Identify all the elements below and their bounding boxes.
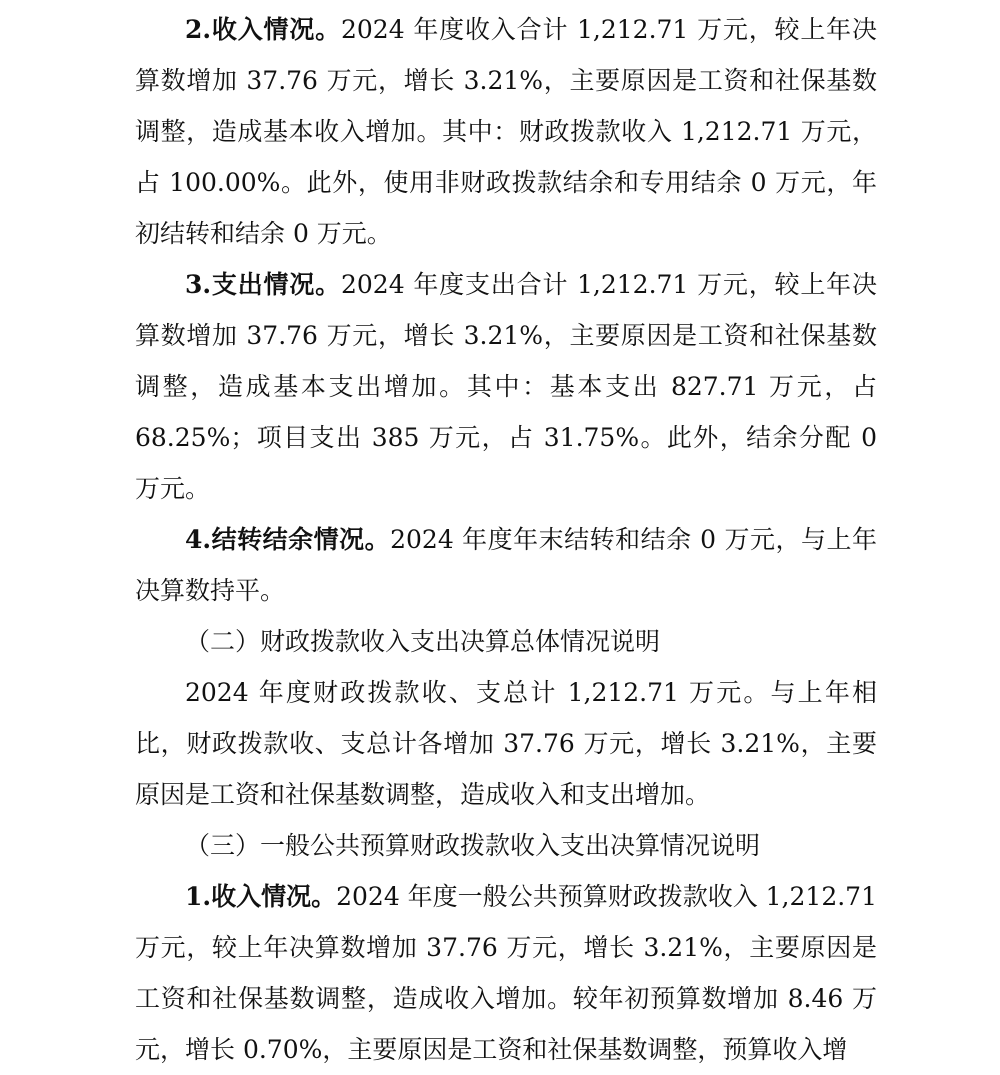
paragraph-lead: 4.结转结余情况。 [185, 525, 391, 554]
paragraph-lead: 3.支出情况。 [185, 270, 341, 299]
paragraph-fiscal-overview [135, 667, 877, 820]
paragraph-text: 2024 年度支出合计 1,212.71 万元，较上年决算数增加 37.76 万元，增长 3.21%，主要原因是工资和社保基数调整，造成基本支出增加。其中：基本支出 827.71 万元，占 68.25%；项目支出 385 万元，占 31.75%。此外，结余分配 0 万元。 [135, 270, 877, 503]
paragraph-income [135, 4, 877, 259]
section-heading-2: （二）财政拨款收入支出决算总体情况说明 [185, 627, 661, 656]
paragraph-lead: 2.收入情况。 [185, 15, 341, 44]
paragraph-text: 2024 年度收入合计 1,212.71 万元，较上年决算数增加 37.76 万元，增长 3.21%，主要原因是工资和社保基数调整，造成基本收入增加。其中：财政拨款收入 1,212.71 万元，占 100.00%。此外，使用非财政拨款结余和专用结余 0 万元，年初结转和结余 0 万元。 [135, 15, 877, 248]
paragraph-text: 2024 年度一般公共预算财政拨款收入 1,212.71 万元，较上年决算数增加 37.76 万元，增长 3.21%，主要原因是工资和社保基数调整，造成收入增加。较年初预算数增加 8.46 万元，增长 0.70%，主要原因是工资和社保基数调整，预算收入增 [135, 882, 877, 1064]
section-heading-3: （三）一般公共预算财政拨款收入支出决算情况说明 [185, 831, 761, 860]
document-page [135, 4, 877, 1075]
paragraph-lead: 1.收入情况。 [185, 882, 337, 911]
paragraph-general-budget-income [135, 871, 877, 1075]
paragraph-carryover [135, 514, 877, 616]
paragraph-text: 2024 年度财政拨款收、支总计 1,212.71 万元。与上年相比，财政拨款收、支总计各增加 37.76 万元，增长 3.21%，主要原因是工资和社保基数调整，造成收入和支出增加。 [135, 678, 877, 809]
paragraph-text: 2024 年度年末结转和结余 0 万元，与上年决算数持平。 [135, 525, 877, 605]
paragraph-expenditure [135, 259, 877, 514]
